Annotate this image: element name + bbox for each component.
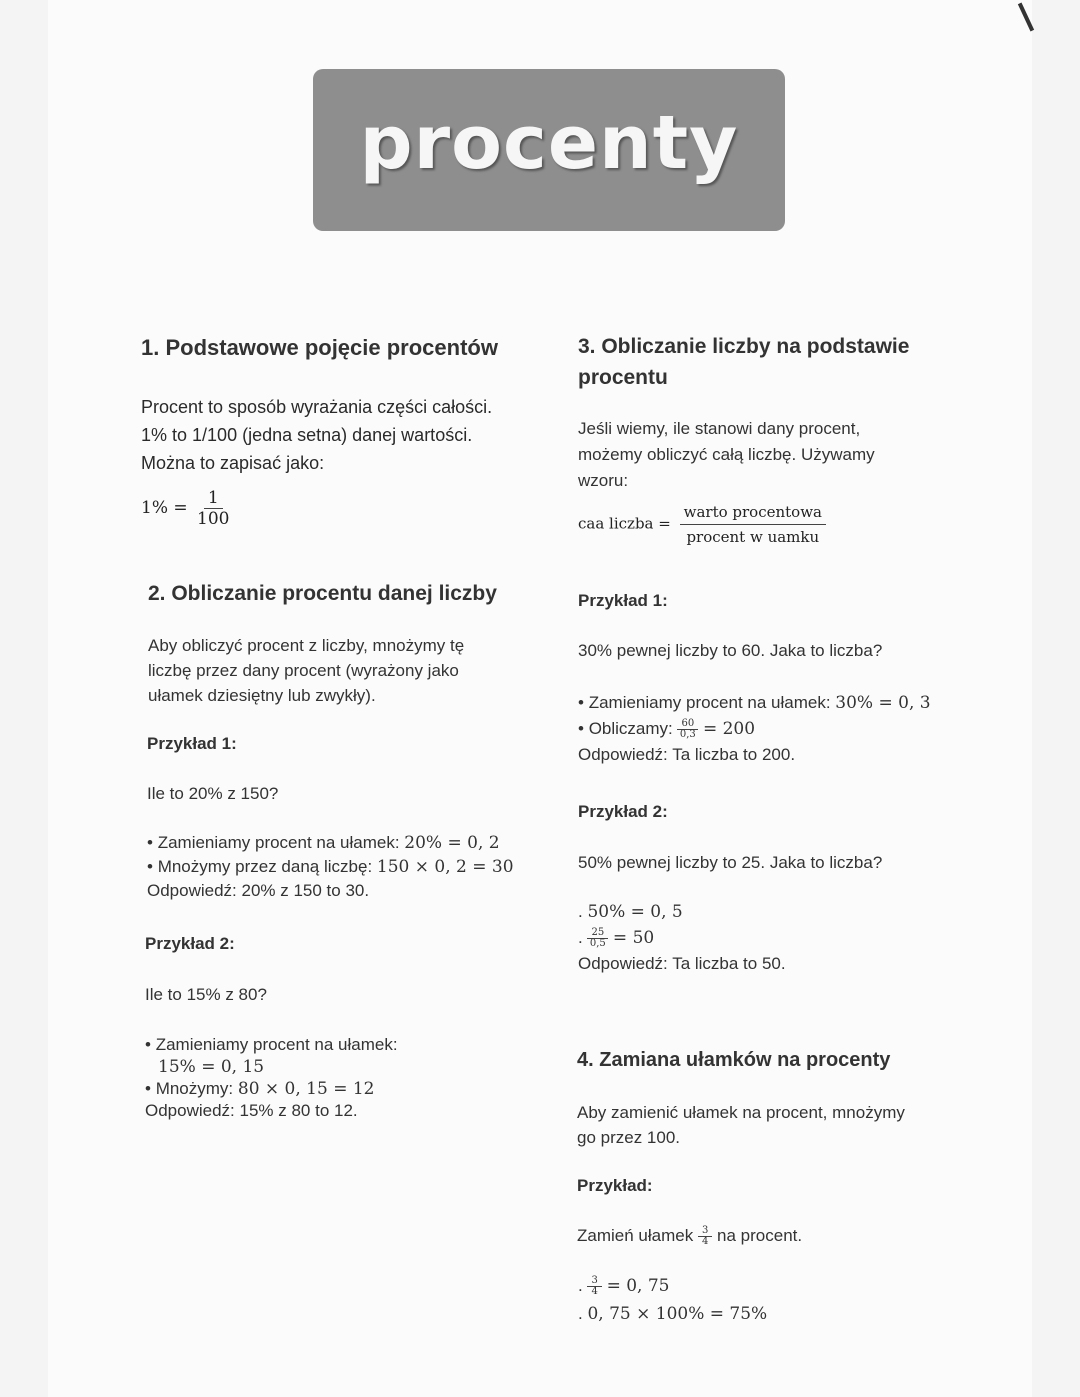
section-3-heading: 3. Obliczanie liczby na podstawie procentu (578, 335, 910, 389)
list-item: • Zamieniamy procent na ułamek: (145, 1035, 398, 1054)
example-3-answer: Odpowiedź: Ta liczba to 200. (578, 745, 796, 764)
example-2-question: Ile to 15% z 80? (145, 985, 267, 1004)
section-2-heading: 2. Obliczanie procentu danej liczby (148, 582, 497, 605)
section-4-line: Aby zamienić ułamek na procent, mnożymy (577, 1103, 905, 1122)
example-2-answer: Odpowiedź: 15% z 80 to 12. (145, 1101, 358, 1120)
formula-numerator: 1 (204, 488, 223, 509)
section-4-line: go przez 100. (577, 1128, 681, 1147)
list-item: • Mnożymy przez daną liczbę: 150 × 0, 2 = 30 (147, 857, 514, 877)
list-item: • Zamieniamy procent na ułamek: 20% = 0, 2 (147, 833, 500, 853)
example-2-label: Przykład 2: (145, 934, 235, 953)
example-1-question: Ile to 20% z 150? (147, 784, 279, 803)
list-item: • Mnożymy: 80 × 0, 15 = 12 (145, 1079, 375, 1099)
formula-denominator: 100 (197, 509, 230, 529)
section-1-line: 1% to 1/100 (jedna setna) danej wartości. (141, 425, 473, 445)
example-4-answer: Odpowiedź: Ta liczba to 50. (578, 954, 786, 973)
page-title: procenty (359, 100, 739, 186)
list-item-math: 15% = 0, 15 (158, 1057, 265, 1077)
section-3-line: Jeśli wiemy, ile stanowi dany procent, (578, 419, 861, 438)
section-1-paragraph (141, 393, 492, 477)
example-2-steps (145, 1034, 398, 1122)
section-3-formula (578, 500, 826, 549)
section-1-line: Procent to sposób wyrażania części całości. (141, 397, 493, 417)
list-item: • Obliczamy: $\frac{60}{0,3}$ = 200 (578, 718, 756, 741)
section-2-line: Aby obliczyć procent z liczby, mnożymy tę (148, 636, 465, 655)
section-4-heading: 4. Zamiana ułamków na procenty (577, 1049, 891, 1071)
title-banner (313, 69, 785, 231)
formula-denominator: procent w uamku (686, 528, 820, 546)
section-2-line: liczbę przez dany procent (wyrażony jako (148, 661, 459, 680)
list-item: . 0, 75 × 100% = 75% (578, 1304, 768, 1324)
list-item: . 50% = 0, 5 (578, 902, 683, 922)
list-item: • Zamieniamy procent na ułamek: 30% = 0, 3 (578, 693, 931, 713)
example-1-answer: Odpowiedź: 20% z 150 to 30. (147, 881, 370, 900)
section-2-paragraph (148, 633, 464, 708)
example-5-question: Zamień ułamek $\frac{3}{4}$ na procent. (577, 1225, 803, 1248)
section-3-paragraph (578, 416, 875, 494)
section-3-line: wzoru: (578, 471, 629, 490)
section-2-line: ułamek dziesiętny lub zwykły). (148, 686, 376, 705)
example-5-label: Przykład: (577, 1176, 653, 1195)
example-5-steps (578, 1272, 767, 1328)
list-item: . $\frac{25}{0,5}$ = 50 (578, 927, 655, 950)
list-item: . $\frac{3}{4}$ = 0, 75 (578, 1275, 670, 1298)
example-1-steps (147, 831, 514, 903)
formula-lhs: caa liczba = (578, 514, 671, 533)
section-1-line: Można to zapisać jako: (141, 453, 325, 473)
formula-numerator: warto procentowa (680, 500, 826, 525)
section-4-paragraph (577, 1100, 905, 1150)
example-4-label: Przykład 2: (578, 802, 668, 821)
example-4-question: 50% pewnej liczby to 25. Jaka to liczba? (578, 853, 883, 872)
section-3-line: możemy obliczyć całą liczbę. Używamy (578, 445, 875, 464)
example-3-steps (578, 690, 931, 768)
example-1-label: Przykład 1: (147, 734, 237, 753)
formula-lhs: 1% = (141, 498, 188, 518)
example-3-question: 30% pewnej liczby to 60. Jaka to liczba? (578, 641, 883, 660)
section-1-heading: 1. Podstawowe pojęcie procentów (141, 335, 498, 360)
example-3-label: Przykład 1: (578, 591, 668, 610)
example-4-steps (578, 899, 786, 977)
section-1-formula (141, 488, 229, 529)
